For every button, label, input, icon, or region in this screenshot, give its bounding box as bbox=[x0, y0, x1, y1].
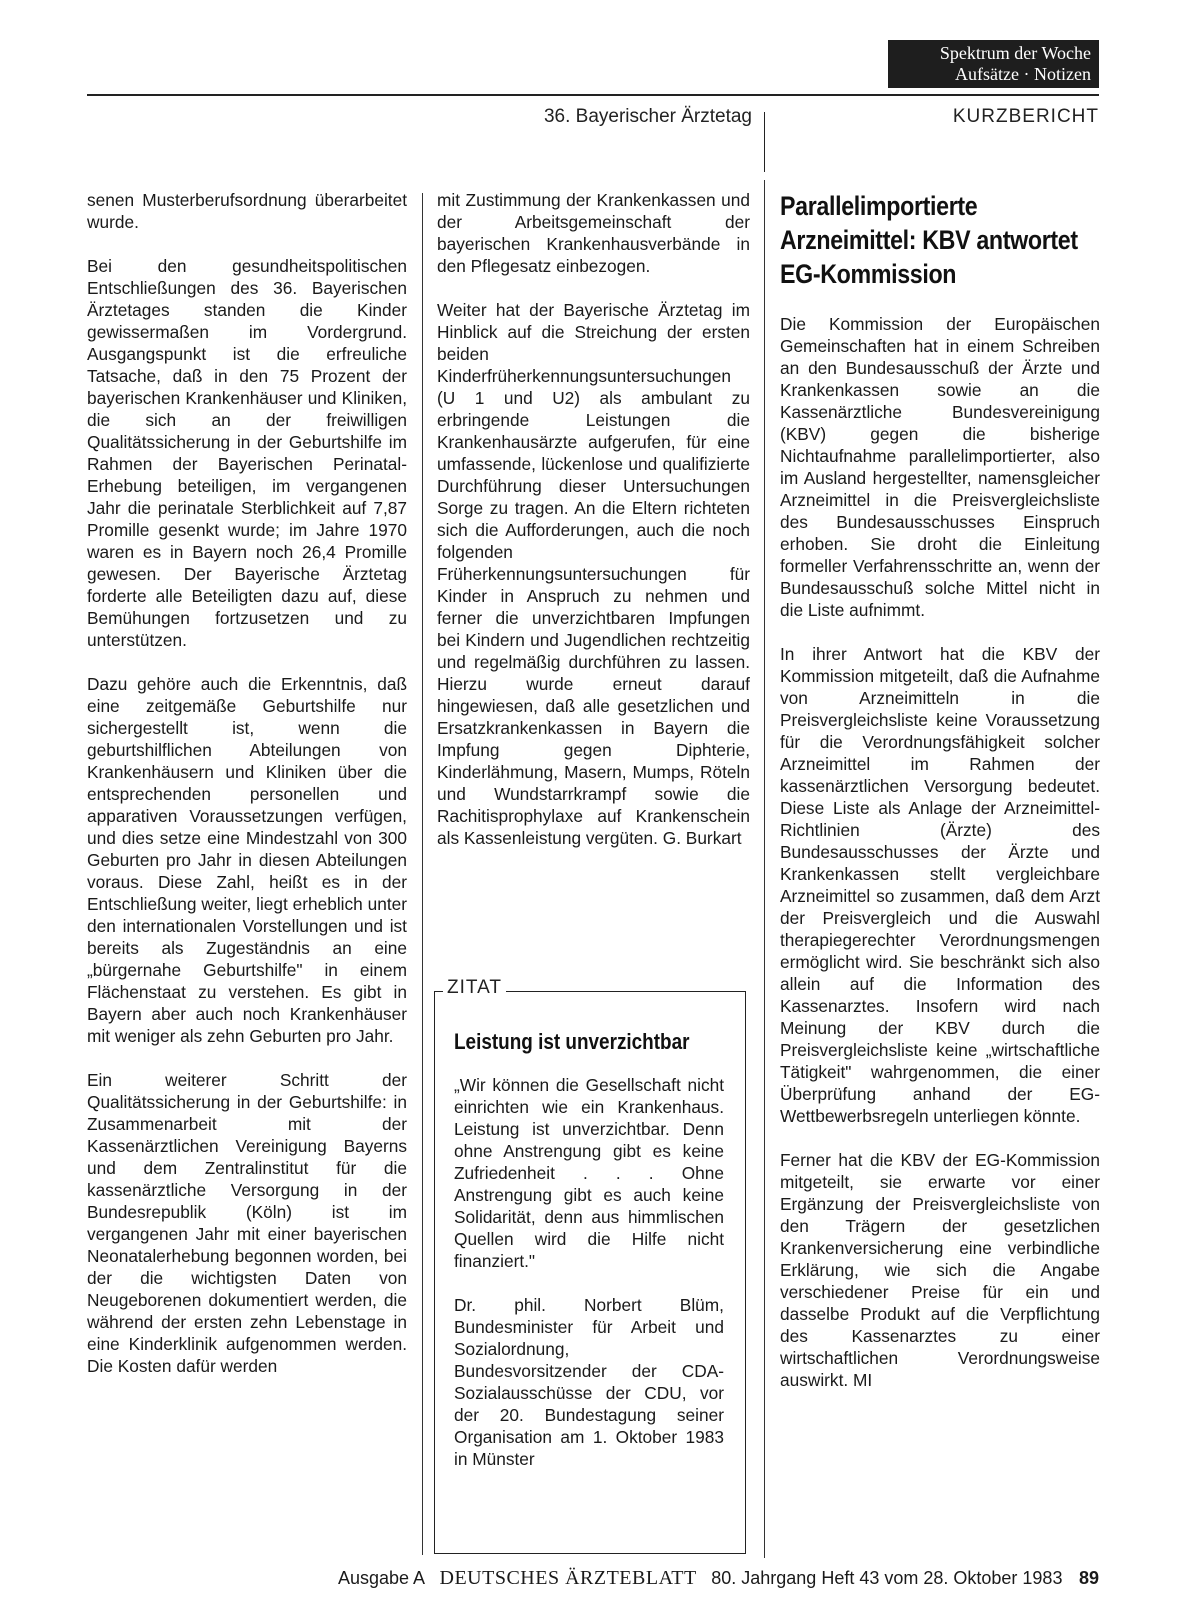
quote-text: „Wir können die Gesellschaft nicht einrichten wie ein Krankenhaus. Leistung ist unverzichtbar. Denn ohne Anstrengung gibt es keine Zufriedenheit . . . Ohne Anstrengung gibt es auch keine Solidarität, denn aus himmlischen Quellen wird die Hilfe nicht finanziert." bbox=[454, 1075, 724, 1271]
article-headline: Parallelimportierte Arzneimittel: KBV antwortet EG-Kommission bbox=[780, 191, 1078, 289]
paragraph: mit Zustimmung der Krankenkassen und der Arbeitsgemeinschaft der bayerischen Krankenhausverbände in den Pflegesatz einbezogen. bbox=[437, 190, 750, 276]
footer-journal: DEUTSCHES ÄRZTEBLATT bbox=[439, 1567, 697, 1589]
paragraph: Dazu gehöre auch die Erkenntnis, daß eine zeitgemäße Geburtshilfe nur sichergestellt ist, wenn die geburtshilflichen Abteilungen von Krankenhäusern und Kliniken über die entsprechenden personellen und apparativen Voraussetzungen verfügen, und dies setze eine Mindestzahl von 300 Geburten pro Jahr in diesen Abteilungen voraus. Diese Zahl, heißt es in der Entschließung weiter, liegt erheblich unter den internationalen Vorstellungen und ist bereits als Zugeständnis an eine „bürgernahe Geburtshilfe" in einem Flächenstaat zu verstehen. Es gibt in Bayern aber auch noch Krankenhäuser mit weniger als zehn Geburten pro Jahr. bbox=[87, 674, 407, 1046]
paragraph: Bei den gesundheitspolitischen Entschließungen des 36. Bayerischen Ärztetages standen die Kinder gewissermaßen im Vordergrund. Ausgangspunkt ist die erfreuliche Tatsache, daß in den 75 Prozent der bayerischen Krankenhäuser und Kliniken, die sich an der freiwilligen Qualitätssicherung in der Geburtshilfe im Rahmen der Bayerischen Perinatal-Erhebung beteiligen, im vergangenen Jahr die perinatale Sterblichkeit auf 7,87 Promille gesenkt wurde; im Jahre 1970 waren es in Bayern noch 26,4 Promille gewesen. Der Bayerische Ärztetag forderte alle Beteiligten dazu auf, diese Bemühungen fortzusetzen und zu unterstützen. bbox=[87, 256, 407, 650]
page-footer bbox=[87, 1567, 1099, 1590]
paragraph: Die Kommission der Europäischen Gemeinschaften hat in einem Schreiben an den Bundesausschuß der Ärzte und Krankenkassen sowie an die Kassenärztliche Bundesvereinigung (KBV) gegen die bisherige Nichtaufnahme parallelimportierter, also im Ausland hergestellter, namensgleicher Arzneimittel in die Preisvergleichsliste des Bundesausschusses Einspruch erhoben. Sie droht die Einleitung formeller Verfahrensschritte an, wenn der Bundesausschuß solche Mittel nicht in die Liste aufnimmt. bbox=[780, 314, 1100, 620]
article-column-1 bbox=[87, 189, 407, 1377]
article-column-3 bbox=[780, 189, 1100, 1391]
paragraph: Ein weiterer Schritt der Qualitätssicherung in der Geburtshilfe: in Zusammenarbeit mit der Kassenärztlichen Vereinigung Bayerns und dem Zentralinstitut für die kassenärztliche Versorgung in der Bundesrepublik (Köln) ist im vergangenen Jahr mit einer bayerischen Neonatalerhebung begonnen worden, bei der die wichtigsten Daten von Neugeborenen dokumentiert werden, die während der ersten zehn Lebenstage in eine Kinderklinik aufgenommen werden. Die Kosten dafür werden bbox=[87, 1070, 407, 1376]
badge-line-2: Aufsätze · Notizen bbox=[955, 64, 1091, 84]
paragraph: senen Musterberufsordnung überarbeitet wurde. bbox=[87, 190, 407, 232]
footer-issue: 80. Jahrgang Heft 43 vom 28. Oktober 1983 bbox=[711, 1568, 1063, 1588]
section-title: 36. Bayerischer Ärztetag bbox=[543, 106, 752, 127]
page-number: 89 bbox=[1078, 1568, 1099, 1588]
quote-source: Dr. phil. Norbert Blüm, Bundesminister für Arbeit und Sozialordnung, Bundesvorsitzender der CDA-Sozialausschüsse der CDU, vor der 20. Bundestagung seiner Organisation am 1. Oktober 1983 in Münster bbox=[454, 1295, 724, 1469]
quote-headline: Leistung ist unverzichtbar bbox=[454, 1029, 690, 1054]
paragraph: Weiter hat der Bayerische Ärztetag im Hinblick auf die Streichung der ersten beiden Kinderfrüherkennungsuntersuchungen (U 1 und U2) als ambulant zu erbringende Leistungen die Krankenhausärzte aufgerufen, für eine umfassende, lückenlose und qualifizierte Durchführung dieser Untersuchungen Sorge zu tragen. An die Eltern richteten sich die Aufforderungen, auch die noch folgenden Früherkennungsuntersuchungen für Kinder in Anspruch zu nehmen und ferner die unverzichtbaren Impfungen bei Kindern und Jugendlichen rechtzeitig und regelmäßig durchführen zu lassen. Hierzu wurde erneut darauf hingewiesen, daß alle gesetzlichen und Ersatzkrankenkassen in Bayern die Impfung gegen Diphterie, Kinderlähmung, Masern, Mumps, Röteln und Wundstarrkrampf sowie die Rachitisprophylaxe auf Krankenschein als Kassenleistung vergüten. G. Burkart bbox=[437, 300, 750, 848]
section-badge bbox=[888, 40, 1099, 88]
article-column-2 bbox=[437, 189, 750, 849]
quote-body bbox=[454, 1028, 724, 1492]
paragraph: Ferner hat die KBV der EG-Kommission mitgeteilt, sie erwarte vor einer Ergänzung der Preisvergleichsliste von den Trägern der gesetzlichen Krankenversicherung eine verbindliche Erklärung, wie sich die Angabe verschiedener Preise für ein und dasselbe Produkt auf die Verpflichtung des Kassenarztes zu einer wirtschaftlichen Verordnungsweise auswirkt. MI bbox=[780, 1150, 1100, 1390]
column-divider bbox=[422, 193, 423, 1555]
rubric-label: KURZBERICHT bbox=[952, 106, 1099, 127]
badge-line-1: Spektrum der Woche bbox=[939, 43, 1091, 63]
paragraph: In ihrer Antwort hat die KBV der Kommission mitgeteilt, daß die Aufnahme von Arzneimitteln in die Preisvergleichsliste keine Voraussetzung für die Verordnungsfähigkeit solcher Arzneimittel im Rahmen der kassenärztlichen Versorgung bedeutet. Diese Liste als Anlage der Arzneimittel-Richtlinien (Ärzte) des Bundesausschusses der Ärzte und Krankenkassen stellt vergleichbare Arzneimittel so zusammen, daß dem Arzt der Preisvergleich und die Auswahl therapiegerechter Verordnungsmengen ermöglicht wird. Sie beschränkt sich also allein auf die Information des Kassenarztes. Insofern wird nach Meinung der KBV durch die Preisvergleichsliste keine „wirtschaftliche Tätigkeit" wahrgenommen, die einer Überprüfung anhand der EG-Wettbewerbsregeln unterliegen könnte. bbox=[780, 644, 1100, 1126]
quote-box bbox=[434, 977, 746, 1554]
header-divider bbox=[764, 112, 765, 172]
header-rule bbox=[87, 94, 1099, 96]
quote-label: ZITAT bbox=[443, 977, 506, 999]
section-divider bbox=[764, 180, 765, 1558]
footer-edition: Ausgabe A bbox=[337, 1568, 426, 1588]
